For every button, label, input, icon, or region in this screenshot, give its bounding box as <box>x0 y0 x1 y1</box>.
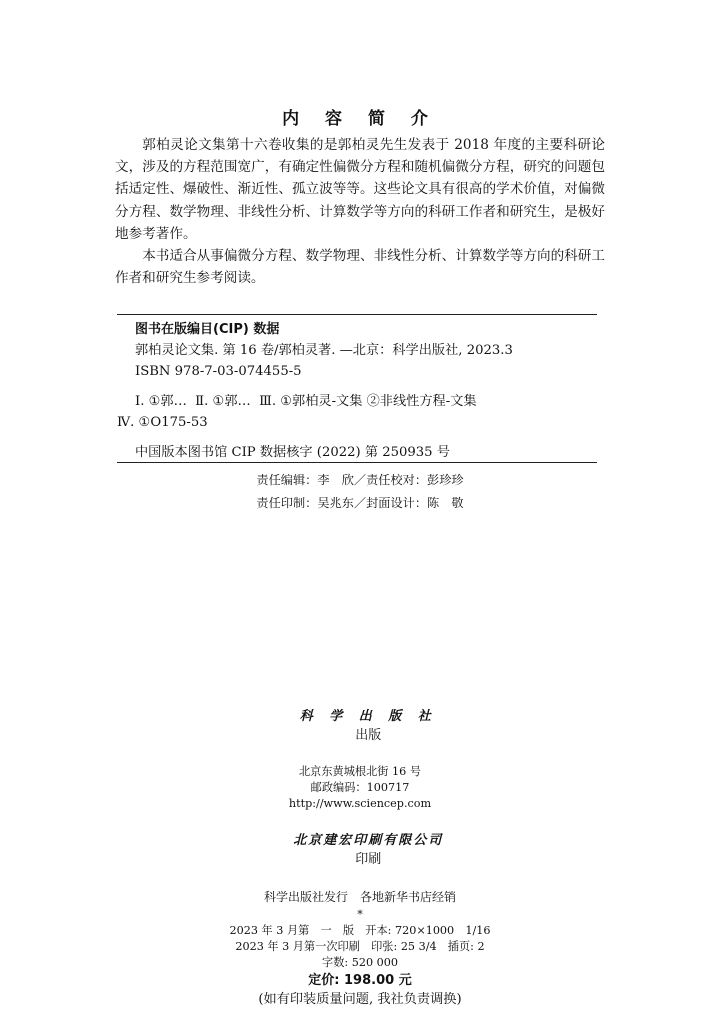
publisher-line <box>0 688 720 764</box>
quality-notice: (如有印装质量问题, 我社负责调换) <box>258 992 462 1007</box>
edition-line: 2023 年 3 月第 一 版 开本: 720×1000 1/16 <box>229 924 491 937</box>
publisher-suffix: 出版 <box>355 728 382 743</box>
cip-top-rule <box>117 314 597 315</box>
cip-citation: 郭柏灵论文集. 第 16 卷/郭柏灵著. —北京：科学出版社, 2023.3 <box>135 343 513 358</box>
intro-paragraph: 本书适合从事偏微分方程、数学物理、非线性分析、计算数学等方向的科研工作者和研究生参考阅读。 <box>115 248 605 287</box>
printer-line <box>0 812 720 888</box>
publisher-name: 科 学 出 版 社 <box>299 709 437 724</box>
cip-heading: 图书在版编目(CIP) 数据 <box>135 322 280 337</box>
printer-name: 北京建宏印刷有限公司 <box>293 833 444 848</box>
introduction <box>115 134 605 289</box>
cip-bottom-rule <box>117 462 597 463</box>
publisher-address: 北京东黄城根北街 16 号 <box>298 765 422 778</box>
page-title: 内 容 简 介 <box>282 109 438 129</box>
distribution-line: 科学出版社发行 各地新华书店经销 <box>263 890 456 904</box>
separator-star: * <box>357 908 363 921</box>
cip-block <box>117 319 597 463</box>
publisher-url: http://www.sciencep.com <box>288 797 432 810</box>
printer-suffix: 印刷 <box>355 852 382 867</box>
cip-classification: Ⅰ. ①郭… Ⅱ. ①郭… Ⅲ. ①郭柏灵-文集 ②非线性方程-文集 <box>135 394 477 409</box>
staff-line: 责任印制：吴兆东／封面设计：陈 敬 <box>256 496 464 510</box>
price: 定价: 198.00 元 <box>308 973 412 988</box>
cip-classification: Ⅳ. ①O175-53 <box>117 415 208 430</box>
intro-paragraph: 郭柏灵论文集第十六卷收集的是郭柏灵先生发表于 2018 年度的主要科研论文，涉及的方程范围宽广，有确定性偏微分方程和随机偏微分方程，研究的问题包括适定性、爆破性、渐近性、孤立波等等。这些论文具有很高的学术价值，对偏微分方程、数学物理、非线性分析、计算数学等方向的科研工作者和研究生，是极好地参考著作。 <box>115 137 605 242</box>
cip-verification: 中国版本图书馆 CIP 数据核字 (2022) 第 250935 号 <box>135 445 450 460</box>
staff-credits <box>0 469 720 515</box>
imprint-block <box>0 688 720 1009</box>
cip-isbn: ISBN 978-7-03-074455-5 <box>135 364 302 379</box>
publisher-postcode: 邮政编码：100717 <box>310 781 410 794</box>
printing-line: 2023 年 3 月第一次印刷 印张: 25 3/4 插页: 2 <box>235 940 485 953</box>
word-count: 字数: 520 000 <box>322 956 398 969</box>
staff-line: 责任编辑：李 欣／责任校对：彭珍珍 <box>256 473 464 487</box>
